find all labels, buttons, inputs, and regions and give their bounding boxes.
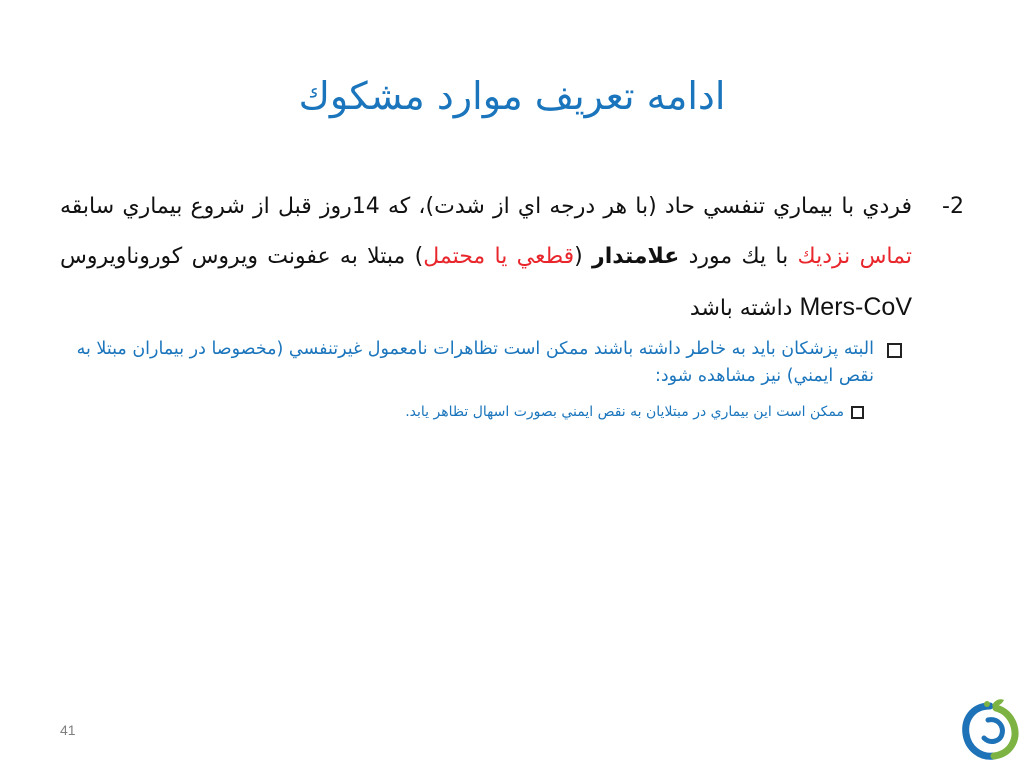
item-text-d: ) مبتلا به عفونت ويروس كوروناويروس: [60, 244, 424, 269]
item-text-e: داشته باشد: [689, 296, 800, 321]
list-item-2: [60, 182, 964, 334]
close-contact-highlight: تماس نزديك: [797, 244, 912, 269]
item-text-a: فردي با بيماري تنفسي حاد (با هر درجه اي از شدت)، كه 14روز قبل از شروع بيماري سابقه: [60, 194, 912, 219]
page-number: 41: [60, 722, 76, 738]
hollow-square-bullet-icon: [887, 343, 902, 358]
note-1-text: البته پزشكان بايد به خاطر داشته باشند ممكن است تظاهرات نامعمول غيرتنفسي (مخصوصا در بيماران مبتلا به نقص ايمني) نيز مشاهده شود:: [76, 339, 874, 386]
slide-body: [60, 182, 964, 424]
health-ministry-logo-icon: [958, 696, 1022, 762]
hollow-square-bullet-icon: [851, 406, 864, 419]
slide-title: ادامه تعريف موارد مشكوك: [298, 74, 726, 118]
item-text-b: با يك مورد: [679, 244, 798, 269]
item-number: 2-: [942, 194, 964, 219]
note-atypical-presentation: [60, 336, 964, 390]
virus-name: Mers-CoV: [799, 293, 912, 321]
item-text-c: (: [574, 244, 593, 269]
note-2-text: ممكن است اين بيماري در مبتلايان به نقص ايمني بصورت اسهال تظاهر يابد.: [405, 404, 844, 420]
symptomatic-bold: علامتدار: [592, 244, 680, 269]
confirmed-probable-highlight: قطعي يا محتمل: [423, 244, 575, 269]
note-diarrhea: [60, 400, 964, 424]
